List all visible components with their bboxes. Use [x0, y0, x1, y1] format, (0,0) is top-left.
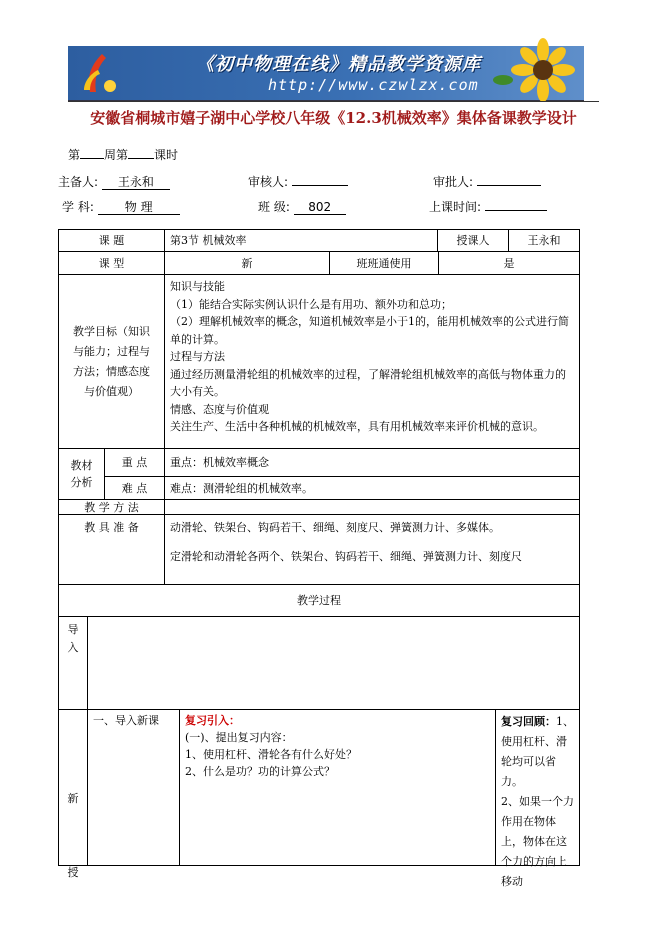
step-content[interactable] — [179, 709, 496, 866]
teacher-label: 授课人 — [437, 229, 509, 252]
preparer-value[interactable]: 王永和 — [102, 175, 170, 190]
lesson-type-label: 课 型 — [58, 251, 165, 275]
reviewer-label: 审核人: — [248, 175, 289, 189]
aids-line: 定滑轮和动滑轮各两个、铁架台、钩码若干、细绳、弹簧测力计、刻度尺 — [170, 550, 522, 563]
sunflower-icon — [488, 40, 578, 110]
classroom-tech-value[interactable]: 是 — [438, 251, 580, 275]
new-lesson-label-cell — [58, 709, 88, 879]
classroom-tech-label: 班班通使用 — [329, 251, 439, 275]
review-answer-line: 1、使用杠杆、滑轮均可以省力。 — [501, 715, 574, 788]
review-line: (一)、提出复习内容： — [185, 731, 293, 744]
topic-label: 课 题 — [58, 229, 165, 252]
difficulty-value[interactable]: 难点：测滑轮组的机械效率。 — [164, 476, 580, 500]
teaching-method-label: 教 学 方 法 — [58, 499, 165, 515]
teaching-aids-value[interactable] — [164, 514, 580, 585]
reviewer-value[interactable] — [292, 185, 348, 186]
review-line: 1、使用杠杆、滑轮各有什么好处？ — [185, 748, 357, 761]
label-di: 第 — [68, 148, 81, 162]
intro-content[interactable] — [87, 616, 580, 710]
teaching-method-value[interactable] — [164, 499, 580, 515]
class-time-field — [429, 198, 547, 215]
teaching-aids-label: 教 具 准 备 — [58, 514, 165, 585]
class-field — [258, 198, 346, 215]
intro-label: 导入 — [67, 623, 79, 654]
reviewer-field — [248, 173, 348, 190]
key-point-label: 重 点 — [104, 448, 165, 477]
objective-line: （2）理解机械效率的概念，知道机械效率是小于1的，能用机械效率的公式进行简单的计算。 — [170, 315, 569, 346]
subject-label: 学 科: — [62, 200, 94, 214]
preparer-field — [58, 173, 170, 190]
preparer-label: 主备人: — [58, 175, 99, 189]
difficulty-label: 难 点 — [104, 476, 165, 500]
key-point-value[interactable]: 重点：机械效率概念 — [164, 448, 580, 477]
aids-line: 动滑轮、铁架台、钩码若干、细绳、刻度尺、弹簧测力计、多媒体。 — [170, 521, 500, 534]
approver-value[interactable] — [477, 185, 541, 186]
site-logo-icon — [72, 50, 124, 96]
teaching-process-heading: 教学过程 — [58, 584, 580, 617]
class-time-label: 上课时间: — [429, 200, 482, 214]
subject-value[interactable]: 物 理 — [98, 200, 180, 215]
document-title: 安徽省桐城市嬉子湖中心学校八年级《12.3机械效率》集体备课教学设计 — [90, 109, 577, 127]
banner-url[interactable]: http://www.czwlzx.com — [268, 76, 479, 94]
subject-field — [62, 198, 180, 215]
week-blank[interactable] — [80, 158, 104, 159]
week-period-line — [68, 146, 178, 163]
class-value[interactable]: 802 — [294, 200, 346, 215]
period-blank[interactable] — [128, 158, 154, 159]
objective-line: （1）能结合实际实例认识什么是有用功、额外功和总功； — [170, 297, 452, 311]
review-answer-line: 2、如果一个力作用在物体上，物体在这个力的方向上移动 — [501, 795, 574, 888]
review-answer-cell[interactable] — [495, 709, 580, 888]
objective-line: 关注生产、生活中各种机械的机械效率，具有用机械效率来评价机械的意识。 — [170, 420, 544, 433]
review-answer-heading: 复习回顾： — [501, 715, 556, 728]
objective-line: 情感、态度与价值观 — [170, 402, 269, 416]
teacher-value[interactable]: 王永和 — [508, 229, 580, 252]
label-zhou-di: 周第 — [104, 148, 129, 162]
objectives-content[interactable] — [164, 274, 580, 449]
header-divider — [68, 101, 599, 102]
approver-label: 审批人: — [433, 175, 474, 189]
topic-value[interactable]: 第3节 机械效率 — [164, 229, 438, 252]
header-banner — [68, 46, 584, 101]
review-line: 2、什么是功？功的计算公式？ — [185, 765, 335, 778]
objective-line: 过程与方法 — [170, 350, 225, 363]
intro-label-cell — [58, 616, 88, 710]
textbook-analysis-label: 教材分析 — [58, 448, 105, 500]
class-label: 班 级: — [258, 200, 290, 214]
review-heading: 复习引入： — [185, 714, 240, 727]
step-label: 一、导入新课 — [87, 709, 180, 866]
class-time-value[interactable] — [485, 210, 547, 211]
objective-line: 通过经历测量滑轮组的机械效率的过程，了解滑轮组机械效率的高低与物体重力的大小有关。 — [170, 367, 566, 398]
approver-field — [433, 173, 541, 190]
objectives-label: 教学目标（知识与能力；过程与方法；情感态度与价值观） — [58, 274, 165, 449]
lesson-type-value[interactable]: 新 — [164, 251, 330, 275]
label-keshi: 课时 — [154, 148, 179, 162]
new-lesson-label: 新 授 — [67, 792, 79, 879]
objective-line: 知识与技能 — [170, 280, 225, 293]
banner-title: 《初中物理在线》精品教学资源库 — [196, 54, 481, 75]
